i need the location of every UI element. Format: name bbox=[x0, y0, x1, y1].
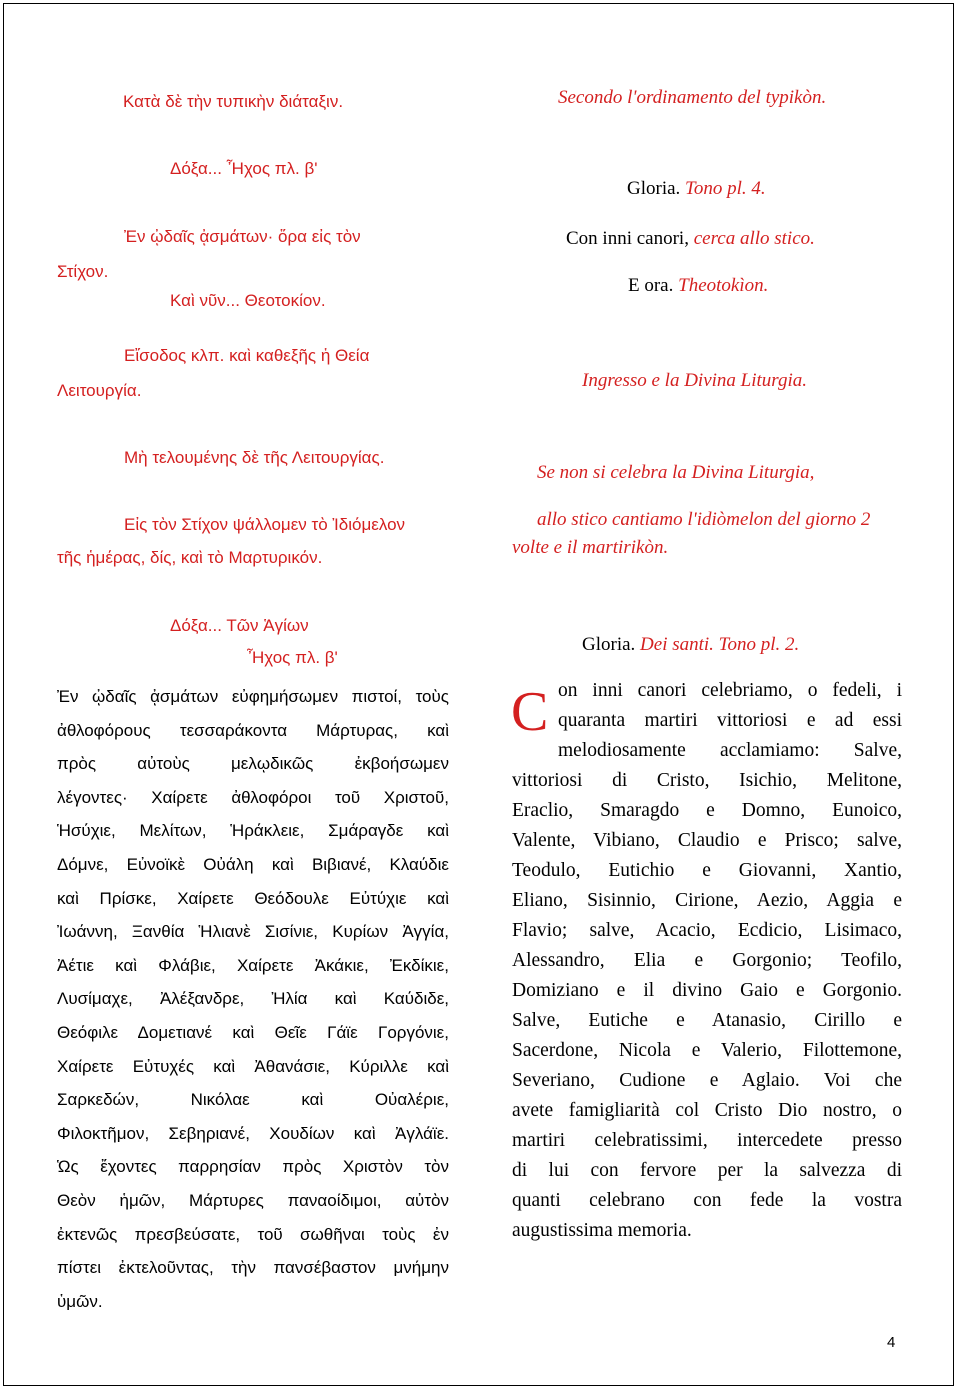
italian-hymn-line: di lui con fervore per la salvezza di bbox=[512, 1160, 902, 1181]
greek-hymn-line: πίστει ἐκτελοῦντας, τὴν πανσέβαστον μνήμην bbox=[57, 1258, 449, 1278]
greek-hymn bbox=[57, 680, 449, 1318]
greek-me-teloumenis: Μὴ τελουμένης δὲ τῆς Λειτουργίας. bbox=[124, 448, 385, 467]
italian-hymn-line: vittoriosi di Cristo, Isichio, Melitone, bbox=[512, 770, 902, 791]
italian-gloria2: Gloria. bbox=[582, 634, 636, 655]
italian-hymn-line: Flavio; salve, Acacio, Ecdicio, Lisimaco, bbox=[512, 920, 902, 941]
italian-ingresso: Ingresso e la Divina Liturgia. bbox=[582, 370, 808, 391]
greek-hymn-line: Ἐν ᾠδαῖς ᾀσμάτων εὐφημήσωμεν πιστοί, τοὺς bbox=[57, 687, 449, 706]
greek-hymn-line: πρὸς αὐτοὺς μελῳδικῶς ἐκβοήσωμεν bbox=[57, 754, 449, 774]
italian-allo-stico-line2: volte e il martirikòn. bbox=[512, 537, 669, 558]
italian-con-inni-line bbox=[566, 227, 815, 251]
greek-hymn-line: Ἰωάννη, Ξανθία Ἡλιανὲ Σισίνιε, Κυρίων Ἀγγία, bbox=[57, 922, 449, 942]
italian-hymn-line: Salve, Eutiche e Atanasio, Cirillo e bbox=[512, 1010, 902, 1031]
italian-hymn-line: Domiziano e il divino Gaio e Gorgonio. bbox=[512, 980, 902, 1001]
italian-hymn-line: Severiano, Cudione e Aglaio. Voi che bbox=[512, 1070, 902, 1091]
greek-hymn-line: Ἀέτιε καὶ Φλάβιε, Χαίρετε Ἀκάκιε, Ἐκδίκιε, bbox=[57, 955, 449, 975]
greek-hymn-line: ἀθλοφόρους τεσσαράκοντα Μάρτυρας, καὶ bbox=[57, 720, 449, 740]
greek-hymn-line: Θεὸν ἡμῶν, Μάρτυρες παναοίδιμοι, αὐτὸν bbox=[57, 1190, 449, 1210]
greek-ichos: Ἦχος πλ. β' bbox=[247, 648, 338, 667]
greek-hymn-line: Θεόφιλε Δομετιανέ καὶ Θεῖε Γάϊε Γοργόνιε, bbox=[57, 1022, 449, 1042]
italian-se-non: Se non si celebra la Divina Liturgia, bbox=[537, 462, 815, 483]
greek-en-odais-line1: Ἐν ᾠδαῖς ᾀσμάτων· ὅρα εἰς τὸν bbox=[124, 227, 361, 246]
italian-hymn-line: martiri celebratissimi, intercedete presso bbox=[512, 1130, 902, 1151]
italian-hymn-line: avete famigliarità col Cristo Dio nostro, o bbox=[512, 1100, 902, 1121]
greek-doxa-agion: Δόξα... Τῶν Ἁγίων bbox=[170, 616, 309, 635]
italian-hymn-line: Teodulo, Eutichio e Giovanni, Xantio, bbox=[512, 860, 902, 881]
italian-heading: Secondo l'ordinamento del typikòn. bbox=[558, 87, 827, 108]
greek-eis-ton-stichon-line2: τῆς ἡμέρας, δίς, καὶ τὸ Μαρτυρικόν. bbox=[57, 548, 323, 567]
italian-hymn-line: augustissima memoria. bbox=[512, 1220, 692, 1241]
greek-hymn-line: Ὡς ἔχοντες παρρησίαν πρὸς Χριστὸν τὸν bbox=[57, 1157, 449, 1177]
italian-tono: Tono pl. 4. bbox=[685, 178, 766, 199]
italian-gloria: Gloria. bbox=[627, 178, 681, 199]
greek-heading: Κατὰ δὲ τὴν τυπικὴν διάταξιν. bbox=[123, 92, 344, 111]
page-number: 4 bbox=[887, 1334, 896, 1351]
italian-hymn-line: Alessandro, Elia e Gorgonio; Teofilo, bbox=[512, 950, 902, 971]
greek-hymn-line: Φιλοκτῆμον, Σεβηριανέ, Χουδίων καὶ Ἀγλάϊε. bbox=[57, 1123, 449, 1143]
greek-eis-ton-stichon-line1: Εἰς τὸν Στίχον ψάλλομεν τὸ Ἰδιόμελον bbox=[124, 515, 406, 534]
italian-theotokion: Theotokìon. bbox=[678, 275, 769, 296]
greek-hymn-line: ἐκτενῶς πρεσβεύσατε, τοῦ σωθῆναι τοὺς ἐν bbox=[57, 1224, 449, 1244]
greek-hymn-line: Δόμνε, Εὐνοϊκὲ Οὐάλη καὶ Βιβιανέ, Κλαύδιε bbox=[57, 854, 449, 874]
italian-hymn-line: Sacerdone, Nicola e Valerio, Filottemone, bbox=[512, 1040, 902, 1061]
italian-cerca: cerca allo stico. bbox=[693, 228, 815, 249]
greek-hymn-line: λέγοντες· Χαίρετε ἀθλοφόροι τοῦ Χριστοῦ, bbox=[57, 787, 449, 807]
greek-hymn-line: ὑμῶν. bbox=[57, 1291, 103, 1311]
greek-hymn-line: καὶ Πρίσκε, Χαίρετε Θεόδουλε Εὐτύχιε καὶ bbox=[57, 888, 449, 908]
greek-eisodos-line2: Λειτουργία. bbox=[57, 381, 142, 400]
greek-eisodos-line1: Εἴσοδος κλπ. καὶ καθεξῆς ἡ Θεία bbox=[124, 346, 370, 365]
italian-gloria-dei-santi-line bbox=[582, 633, 799, 657]
greek-hymn-line: Σαρκεδών, Νικόλαε καὶ Οὐαλέριε, bbox=[57, 1090, 449, 1110]
greek-hymn-line: Χαίρετε Εὐτυχές καὶ Ἀθανάσιε, Κύριλλε καὶ bbox=[57, 1056, 449, 1076]
italian-hymn-line: on inni canori celebriamo, o fedeli, i bbox=[558, 680, 902, 701]
italian-hymn-line: quanti celebrano con fede la vostra bbox=[512, 1190, 902, 1211]
greek-kai-nyn: Καὶ νῦν... Θεοτοκίον. bbox=[170, 291, 326, 310]
italian-dei-santi: Dei santi. Tono pl. 2. bbox=[640, 634, 800, 655]
greek-hymn-line: Ἡσύχιε, Μελίτων, Ἡράκλειε, Σμάραγδε καὶ bbox=[57, 821, 449, 841]
greek-hymn-line: Λυσίμαχε, Ἀλέξανδρε, Ἠλία καὶ Καύδιδε, bbox=[57, 989, 449, 1009]
italian-allo-stico-line1: allo stico cantiamo l'idiòmelon del giorno 2 bbox=[537, 509, 871, 530]
italian-hymn bbox=[512, 676, 902, 1246]
italian-con-inni: Con inni canori, bbox=[566, 228, 689, 249]
italian-hymn-line: quaranta martiri vittoriosi e ad essi bbox=[558, 710, 902, 731]
italian-gloria-line bbox=[627, 177, 766, 201]
greek-en-odais-line2: Στίχον. bbox=[57, 262, 109, 281]
italian-hymn-line: Eliano, Sisinnio, Cirione, Aezio, Aggia e bbox=[512, 890, 902, 911]
italian-hymn-line: Valente, Vibiano, Claudio e Prisco; salve, bbox=[512, 830, 902, 851]
italian-e-ora: E ora. bbox=[628, 275, 674, 296]
italian-e-ora-line bbox=[628, 274, 768, 298]
italian-hymn-line: Eraclio, Smaragdo e Domno, Eunoico, bbox=[512, 800, 902, 821]
italian-hymn-line: melodiosamente acclamiamo: Salve, bbox=[558, 740, 902, 761]
italian-dropcap: C bbox=[511, 681, 549, 743]
greek-doxa-tone: Δόξα... Ἦχος πλ. β' bbox=[170, 159, 318, 178]
